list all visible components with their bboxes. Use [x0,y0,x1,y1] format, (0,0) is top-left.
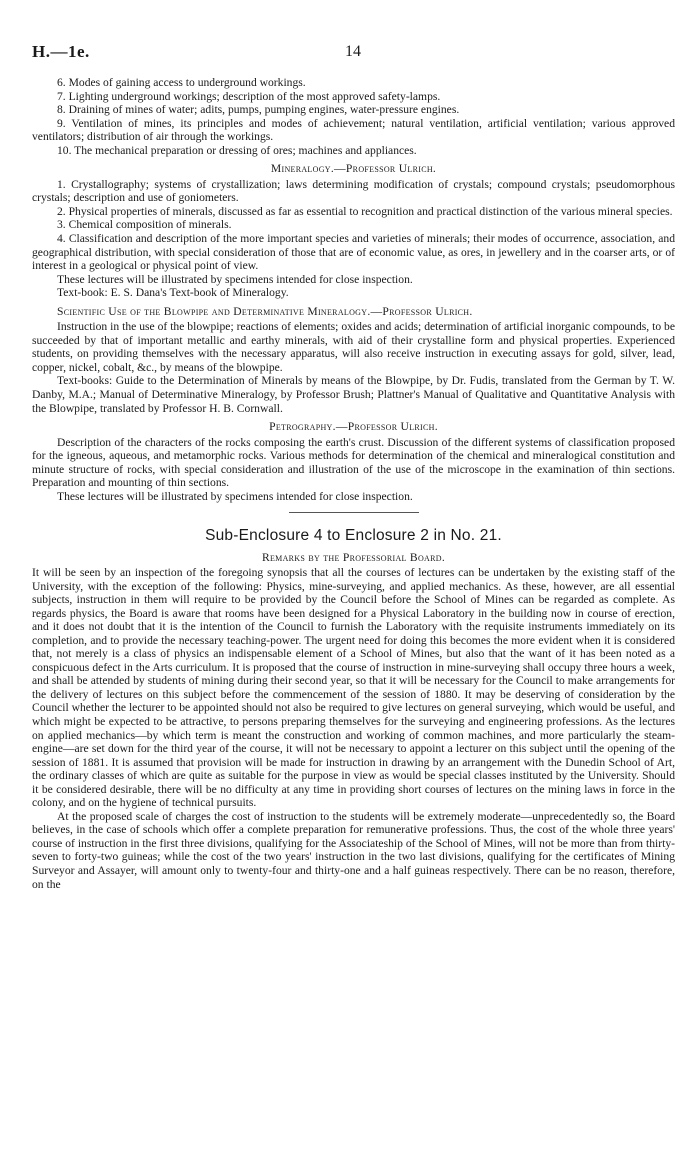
petrography-note: These lectures will be illustrated by specimens intended for close inspection. [57,489,413,503]
mineralogy-textbook: Text-book: E. S. Dana's Text-book of Mineralogy. [57,286,289,300]
remarks-paragraph: At the proposed scale of charges the cost of instruction to the students will be extremely moderate—unprecedentedly so, the Board believes, in the case of schools which offer a complete preparation for remunerative professions. Thus, the cost of the whole three years' course of instruction in the first three divisions, qualifying for the Associateship of the School of Mines, will not be more than from thirty-seven to forty-two guineas; while the cost of the two years' instruction in the two last divisions, qualifying for the certificates of Mining Surveyor and Assayer, will amount only to twenty-four and thirty-one and a half guineas respectively. There can be no reason, therefore, on the [32,809,675,891]
petrography-heading: Petrography.—Professor Ulrich. [269,420,438,434]
remarks-paragraph: It will be seen by an inspection of the foregoing synopsis that all the courses of lectures can be undertaken by the existing staff of the University, with the exception of the following: Physics, mine-surveying, and applied mechanics. As these, however, are all essential subjects, instruction in them will require to be provided by the Council before the School of Mines can be regarded as complete. As regards physics, the Board is aware that rooms have been designed for a Physical Laboratory in the building now in course of erection, and it does not doubt that it is the intention of the Council to furnish the Laboratory with the requisite instruments immediately on its completion, and to provide the necessary teaching-power. The urgent need for doing this becomes the more evident when it is considered that, not merely is a class of physics an indispensable element of a School of Mines, but also that the want of it has been noted as a conspicuous defect in the Arts curriculum. It is proposed that the course of instruction in mine-surveying shall occupy three hours a week, and shall be attended by students of mining during their second year, so that it will be necessary for the Council to make arrangements for the delivery of lectures on this subject before the commencement of the session of 1880. It may be deserving of consideration by the Council whether the lecturer to be appointed should not also be required to give lectures on general surveying, which would be useful, and which might be expected to be attractive, to persons preparing themselves for the surveying and engineering professions. As the lectures on applied mechanics—by which term is meant the construction and working of common machines, and more particularly the steam-engine—are set down for the third year of the course, it will not be necessary to appoint a lecturer on this subject until the opening of the session of 1881. It is assumed that provision will be made for instruction in drawing by an arrangement with the Dunedin School of Art, the ordinary classes of which are quite as suitable for the purpose in view as would be special classes instituted by the University. Should it be considered desirable, there will be no difficulty at any time in providing short courses of lectures on the mining laws in force in the colony, and on the hygiene of technical pursuits. [32,565,675,810]
mineralogy-item: 4. Classification and description of the more important species and varieties of minerals; their modes of occurrence, association, and geographical distribution, with special consideration of those that are of economic value, as ores, in jewellery and in the coarser arts, or of interest in a geological or physical point of view. [32,232,675,273]
document-reference: H.—1e. [32,42,90,61]
blowpipe-paragraph: Instruction in the use of the blowpipe; reactions of elements; oxides and acids; determination of artificial inorganic compounds, to be succeeded by that of important metallic and earthy minerals, with aid of their crystalline form and physical properties. Experienced students, on providing themselves with the necessary apparatus, will also receive instruction in executing assays for gold, silver, lead, copper, nickel, cobalt, &c., by means of the blowpipe. [32,320,675,374]
petrography-paragraph: Description of the characters of the rocks composing the earth's crust. Discussion of the different systems of classification proposed for the igneous, aqueous, and metamorphic rocks. Various methods for determination of the chemical and mineralogical constitution and minute structure of rocks, with special consideration and illustration of the use of the microscope in the examination of thin sections. Preparation and mounting of thin sections. [32,435,675,490]
mineralogy-item: 2. Physical properties of minerals, discussed as far as essential to recognition and practical distinction of the various mineral species. [57,204,673,218]
mineralogy-note: These lectures will be illustrated by specimens intended for close inspection. [57,272,413,286]
mineralogy-item: 3. Chemical composition of minerals. [57,218,232,232]
page-header [32,42,674,64]
section-divider [289,512,419,513]
mining-item: 6. Modes of gaining access to underground workings. [57,76,306,89]
mining-item: 10. The mechanical preparation or dressing of ores; machines and appliances. [57,143,417,157]
remarks-heading: Remarks by the Professorial Board. [261,551,446,565]
mineralogy-item: 1. Crystallography; systems of crystallization; laws determining modification of crystals; compound crystals; pseudomorphous crystals; description and use of goniometers. [32,177,675,205]
mining-item: 9. Ventilation of mines, its principles and modes of achievement; natural ventilation, artificial ventilation; various approved ventilators; distribution of air through the workings. [32,116,675,144]
sub-enclosure-title: Sub-Enclosure 4 to Enclosure 2 in No. 21. [205,527,502,545]
blowpipe-textbooks: Text-books: Guide to the Determination of Minerals by means of the Blowpipe, by Dr. Fudis, translated from the German by T. W. Danby, M.A.; Manual of Determinative Mineralogy, by Professor Brush; Plattner's Manual of Qualitative and Quantitative Analysis with the Blowpipe, translated by Professor H. B. Cornwall. [32,374,675,415]
page-number: 14 [345,43,361,60]
mineralogy-heading: Mineralogy.—Professor Ulrich. [270,162,437,176]
page-body [32,76,675,891]
mining-item: 7. Lighting underground workings; description of the most approved safety-lamps. [57,89,441,103]
blowpipe-heading: Scientific Use of the Blowpipe and Determinative Mineralogy.—Professor Ulrich. [57,304,473,318]
mining-item: 8. Draining of mines of water; adits, pumps, pumping engines, water-pressure engines. [57,103,460,117]
